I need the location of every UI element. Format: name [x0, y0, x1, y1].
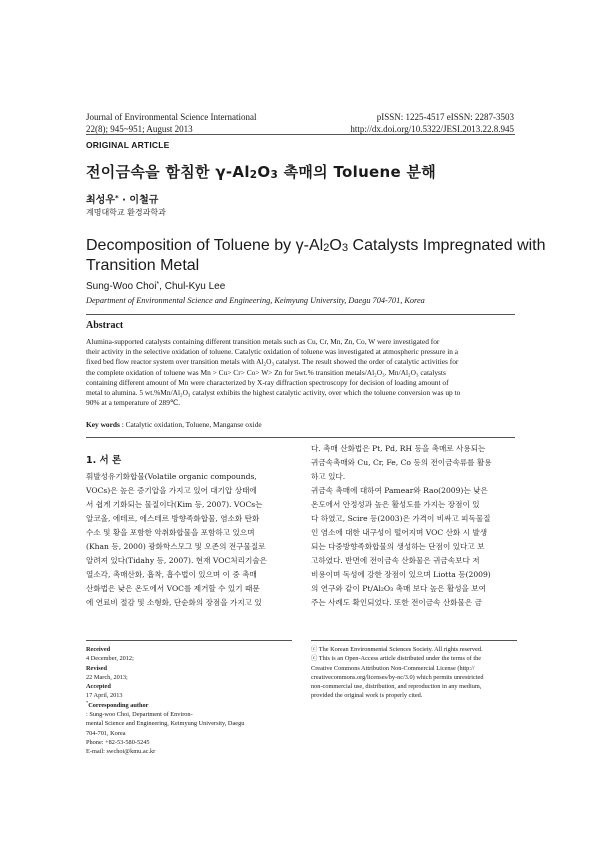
korean-title-formula: γ-Al: [215, 163, 250, 181]
body-line: 열소각, 촉매산화, 흡착, 흡수법이 있으며 이 중 촉매: [86, 570, 257, 579]
body-column-left: [86, 470, 292, 610]
korean-title-o: O: [257, 163, 271, 181]
korean-author-sep: ·: [118, 195, 130, 206]
footnote-rule-right: [311, 640, 517, 641]
english-title-line2: Transition Metal: [86, 257, 200, 274]
keywords-sep: :: [119, 420, 126, 429]
body-line: VOCs)은 높은 증기압을 가지고 있어 대기압 상태에: [86, 486, 257, 495]
journal-name: Journal of Environmental Science International: [86, 112, 257, 122]
abstract-line: containing different amount of Mn were characterized by X-ray diffraction spectroscopy for decision of loading amount of: [86, 377, 449, 387]
korean-title-suffix: 촉매의 Toluene 분해: [278, 163, 437, 181]
body-line: 귀금속 촉매에 대하여 Pamear와 Rao(2009)는 낮은: [311, 486, 488, 495]
body-line: 하고 있다.: [311, 472, 346, 481]
body-line: 알코올, 에테르, 에스테르 방향족화합물, 염소화 탄화: [86, 514, 260, 523]
footnote-corresponding: [86, 701, 292, 720]
abstract-line: 90% at a temperature of 289℃.: [86, 398, 181, 408]
body-line: 수소 및 황을 포함한 악취화합물을 포함하고 있으며: [86, 528, 255, 537]
received-label: Received: [86, 646, 111, 653]
issn: pISSN: 1225-4517 eISSN: 2287-3503: [376, 112, 514, 122]
abstract-body: [86, 337, 515, 408]
header-rule: [86, 134, 515, 135]
corr-mark: *: [86, 699, 89, 705]
revised-date: 22 March, 2013;: [86, 673, 128, 681]
body-line: 되는 다중방향족화합물의 생성하는 단점이 있다고 보: [311, 542, 485, 551]
body-line: 알려져 있다(Tidahy 등, 2007). 현재 VOC처리기술은: [86, 556, 267, 565]
english-title: [86, 236, 546, 276]
body-line: 주는 사례도 확인되었다. 또한 전이금속 산화물은 금: [311, 598, 482, 607]
korean-affiliation: 계명대학교 환경과학과: [86, 208, 166, 217]
footnote-rule-left: [86, 640, 292, 641]
footnote-dates: [86, 645, 292, 682]
english-authors: [86, 281, 225, 292]
english-title-line1: [86, 236, 546, 256]
keywords-rule: [86, 437, 515, 438]
corr-email[interactable]: E-mail: swchoi@kmu.ac.kr: [86, 748, 156, 756]
english-author-1: Sung-Woo Choi: [86, 281, 157, 292]
footnote-accepted: [86, 682, 292, 701]
corr-text-2: mental Science and Engineering, Keimyung University, Daegu: [86, 720, 245, 728]
keywords-text: Catalytic oxidation, Toluene, Manganse oxide: [125, 420, 262, 429]
body-line: 에 연료비 절감 및 소형화, 단순화의 장점을 가지고 있: [86, 598, 262, 607]
body-line: 의 연구와 같이 Pt/Al₂O₃ 촉매 보다 높은 활성을 보여: [311, 584, 486, 593]
korean-title-prefix: 전이금속을 함침한: [86, 163, 216, 181]
revised-label: Revised: [86, 664, 107, 672]
english-author-sep: ,: [159, 281, 165, 292]
abstract-heading: Abstract: [86, 320, 124, 331]
corr-text-1: : Sung-woo Choi, Department of Environ-: [86, 711, 193, 719]
body-line: (Khan 등, 2000) 광화학스모그 및 오존의 전구물질로: [86, 542, 266, 551]
footnote-license: [311, 645, 517, 701]
english-affiliation: Department of Environmental Science and Engineering, Keimyung University, Daegu 704-701, Korea: [86, 296, 425, 305]
korean-author-1: 최성우: [86, 195, 115, 206]
korean-author-2: 이철규: [129, 195, 159, 206]
abstract-line: Alumina-supported catalysts containing different transition metals such as Cu, Cr, Mn, Zn, Co, W were investigated for: [86, 337, 440, 346]
english-author-mark: *: [156, 281, 160, 288]
received-date: 4 December, 2012;: [86, 655, 134, 663]
abstract-line: fixed bed flow reactor system over transition metals with Al₂O₃ catalyst. The result showed the order of catalytic activities for: [86, 357, 459, 367]
english-title-sub-3: 3: [341, 242, 349, 254]
doi-link[interactable]: http://dx.doi.org/10.5322/JESI.2013.22.8.945: [350, 124, 514, 134]
english-author-2: Chul-Kyu Lee: [164, 281, 226, 292]
accepted-label: Accepted: [86, 683, 111, 691]
body-line: 다. 촉매 산화법은 Pt, Pd, RH 등을 촉매로 사용되는: [311, 444, 486, 453]
affiliation-rule: [86, 314, 515, 315]
body-column-right: [311, 442, 517, 610]
korean-title-sub-3: 3: [270, 169, 279, 181]
english-title-suffix: Catalysts Impregnated with: [348, 237, 546, 254]
body-line: 온도에서 안정성과 높은 활성도를 가지는 장점이 있: [311, 500, 480, 509]
license-line: provided the original work is properly cited.: [311, 692, 423, 700]
body-line: 고하였다. 반면에 전이금속 산화물은 귀금속보다 저: [311, 556, 480, 565]
korean-authors: [86, 191, 158, 206]
body-line: 휘발성유기화합물(Volatile organic compounds,: [86, 472, 257, 481]
license-line[interactable]: creativecommons.org/licenses/by-nc/3.0) which permits unrestricted: [311, 673, 484, 681]
abstract-line: their activity in the selective oxidation of toluene. Catalytic oxidation of toluene was investigated at atmospheric pressure in a: [86, 347, 459, 357]
korean-author-mark: *: [114, 194, 119, 202]
corr-text-3: 704-701, Korea: [86, 729, 126, 737]
body-line: 산화법은 낮은 온도에서 VOC를 제거할 수 있기 때문: [86, 584, 260, 593]
license-line: non-commercial use, distribution, and reproduction in any medium,: [311, 683, 482, 691]
abstract-line: metal to alumina. 5 wt.%Mn/Al₂O₃ catalyst exhibits the highest catalytic activity, over which the toluene conversion was up to: [86, 388, 461, 398]
footnote-dates-correspondence: [86, 645, 292, 757]
english-title-o: O: [329, 237, 342, 254]
body-line: 다 하였고, Scire 등(2003)은 가격이 비싸고 피독물질: [311, 514, 491, 523]
corr-label: Corresponding author: [88, 701, 149, 709]
article-type: ORIGINAL ARTICLE: [86, 140, 170, 150]
english-title-prefix: Decomposition of Toluene by γ-Al: [86, 237, 324, 254]
keywords: [86, 420, 262, 429]
section-heading-introduction: 1. 서 론: [86, 455, 122, 466]
korean-title-sub-2: 2: [249, 169, 258, 181]
abstract-line: the complete oxidation of toluene was Mn > Cu> Cr> Co> W> Zn for 5wt.% transition metals/Al₂O₃. Mn/Al₂O₃ catalysts: [86, 367, 446, 377]
keywords-label: Key words: [86, 420, 120, 429]
english-title-sub-2: 2: [323, 242, 330, 254]
corr-phone: Phone: +82-53-580-5245: [86, 738, 150, 746]
journal-identifiers: [350, 111, 514, 135]
accepted-date: 17 April, 2013: [86, 692, 123, 700]
journal-issue: 22(8); 945~951; August 2013: [86, 124, 193, 134]
korean-title: [86, 161, 436, 182]
license-line: Creative Commons Attribution Non-Commercial License (http://: [311, 664, 475, 672]
license-line: ⓒ The Korean Environmental Sciences Society. All rights reserved.: [311, 646, 483, 653]
body-line: 인 염소에 대한 내구성이 떨어지며 VOC 산화 시 발생: [311, 528, 488, 537]
body-line: 귀금속촉매와 Cu, Cr, Fe, Co 등의 전이금속류를 활용: [311, 458, 492, 467]
body-line: 서 쉽게 기화되는 물질이다(Kim 등, 2007). VOCs는: [86, 500, 263, 509]
body-line: 비용이며 독성에 강한 장점이 있으며 Liotta 등(2009): [311, 570, 491, 579]
journal-header: [86, 111, 256, 135]
license-line: ⓒ This is an Open-Access article distributed under the terms of the: [311, 655, 482, 663]
